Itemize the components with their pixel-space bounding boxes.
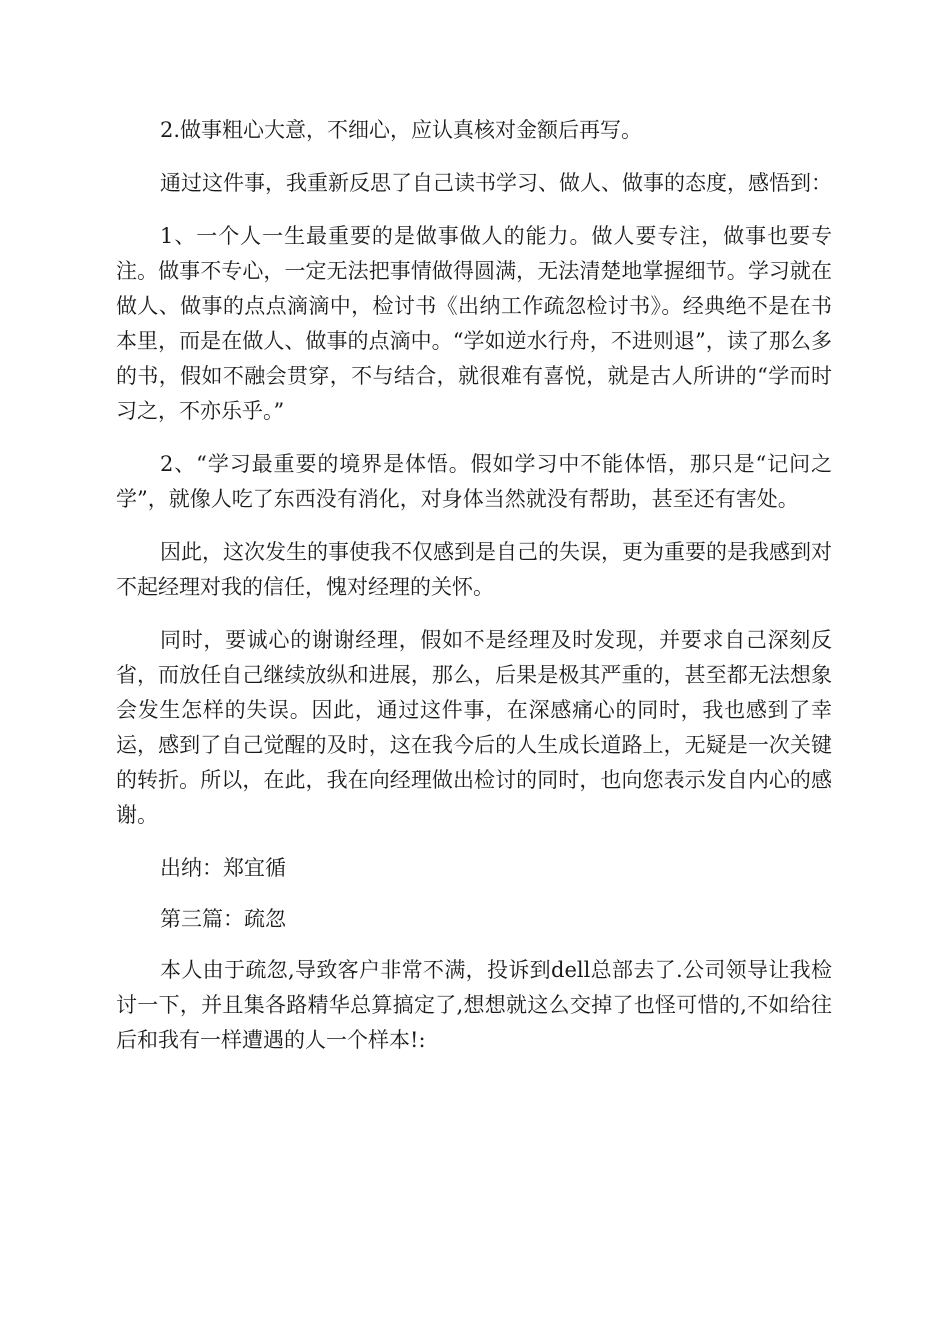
paragraph-conclusion: 因此，这次发生的事使我不仅感到是自己的失误，更为重要的是我感到对不起经理对我的信任，愧对经理的关怀。 bbox=[116, 540, 832, 599]
paragraph-thanks: 同时，要诚心的谢谢经理，假如不是经理及时发现，并要求自己深刻反省，而放任自己继续放纵和进展，那么，后果是极其严重的，甚至都无法想象会发生怎样的失误。因此，通过这件事，在深感痛心的同时，我也感到了幸运，感到了自己觉醒的及时，这在我今后的人生成长道路上，无疑是一次关键的转折。所以，在此，我在向经理做出检讨的同时，也向您表示发自内心的感谢。 bbox=[116, 628, 832, 827]
section-heading: 第三篇：疏忽 bbox=[160, 907, 286, 931]
signature-line: 出纳：郑宜循 bbox=[160, 856, 286, 880]
paragraph-section-intro: 本人由于疏忽,导致客户非常不满，投诉到dell总部去了.公司领导让我检讨一下，并且集各路精华总算搞定了,想想就这么交掉了也怪可惜的,不如给往后和我有一样遭遇的人一个样本!: bbox=[116, 958, 832, 1052]
paragraph-reflection-intro: 通过这件事，我重新反思了自己读书学习、做人、做事的态度，感悟到： bbox=[160, 171, 832, 195]
paragraph-point-1: 1、一个人一生最重要的是做事做人的能力。做人要专注，做事也要专注。做事不专心，一定无法把事情做得圆满，无法清楚地掌握细节。学习就在做人、做事的点点滴滴中，检讨书《出纳工作疏忽检讨书》。经典绝不是在书本里，而是在做人、做事的点滴中。“学如逆水行舟，不进则退”，读了那么多的书，假如不融会贯穿，不与结合，就很难有喜悦，就是古人所讲的“学而时习之，不亦乐乎。” bbox=[116, 224, 832, 423]
document-page bbox=[116, 113, 832, 1076]
paragraph-item-2: 2.做事粗心大意，不细心，应认真核对金额后再写。 bbox=[160, 118, 643, 142]
paragraph-point-2: 2、“学习最重要的境界是体悟。假如学习中不能体悟，那只是“记问之学”，就像人吃了东西没有消化，对身体当然就没有帮助，甚至还有害处。 bbox=[116, 452, 832, 511]
